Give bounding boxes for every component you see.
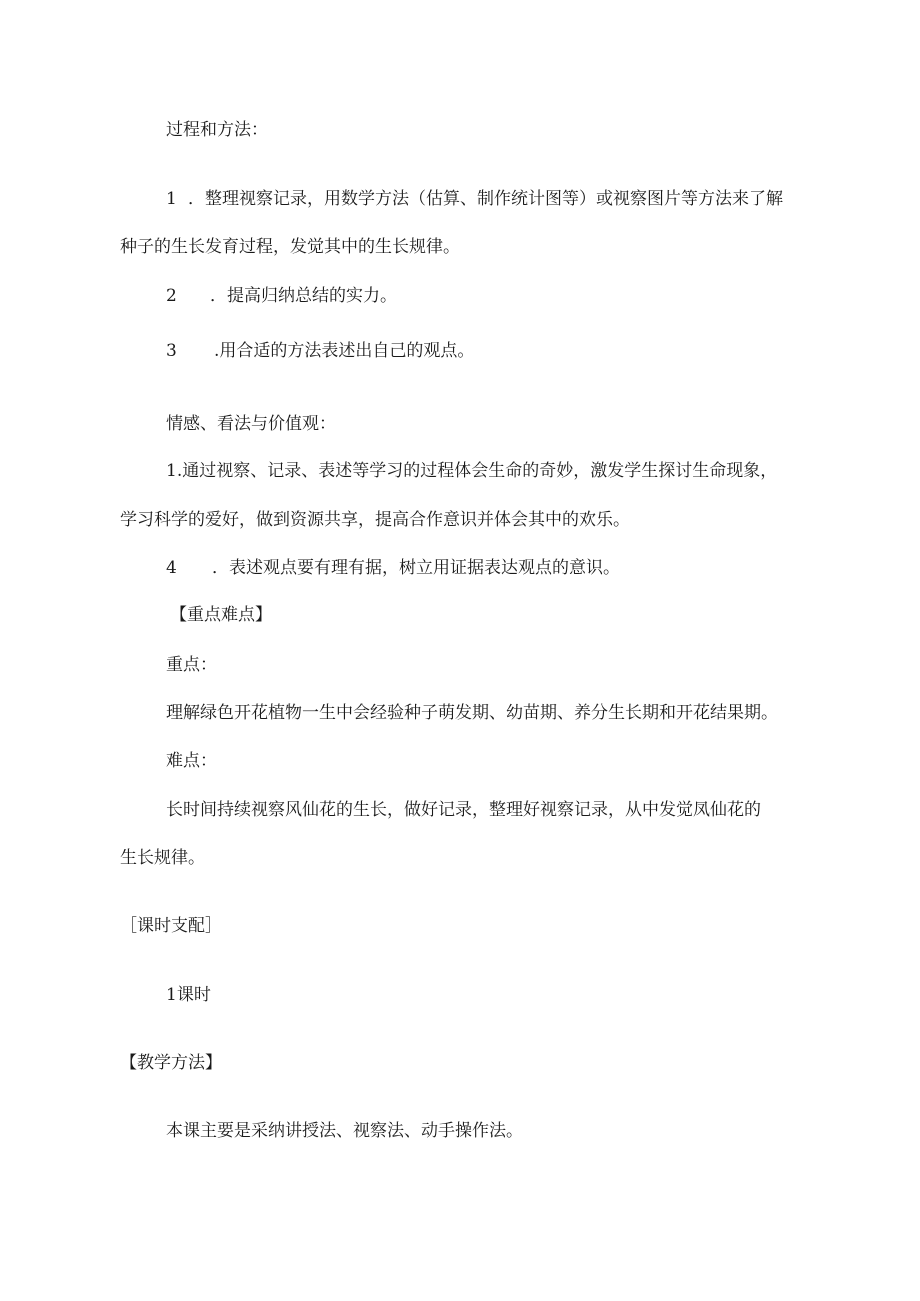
key-point-label: 重点： [166, 655, 217, 675]
teaching-method-heading: 【教学方法】 [120, 1053, 222, 1073]
emotion-values-heading: 情感、看法与价值观： [166, 414, 336, 434]
process-item-2-number: 2 [166, 286, 177, 306]
emotion-item-1-line-2: 学习科学的爱好，做到资源共享，提高合作意识并体会其中的欢乐。 [120, 510, 630, 530]
emotion-item-1-line-1: 1.通过视察、记录、表述等学习的过程体会生命的奇妙，激发学生探讨生命现象， [166, 461, 778, 481]
key-points-heading: 【重点难点】 [170, 605, 272, 625]
emotion-item-4 [166, 556, 620, 580]
process-item-1-number: 1 [166, 189, 177, 209]
process-item-1-line-1 [166, 187, 783, 211]
emotion-item-4-number: 4 [166, 558, 177, 578]
process-item-3-text: .用合适的方法表述出自己的观点。 [214, 341, 475, 361]
key-point-text: 理解绿色开花植物一生中会经验种子萌发期、幼苗期、养分生长期和开花结果期。 [166, 703, 778, 723]
emotion-item-4-text: ．表述观点要有理有据，树立用证据表达观点的意识。 [212, 558, 620, 578]
process-item-1-line-2: 种子的生长发育过程，发觉其中的生长规律。 [120, 237, 460, 257]
process-item-3 [166, 339, 474, 363]
difficult-point-line-2: 生长规律。 [120, 848, 205, 868]
teaching-method-text: 本课主要是采纳讲授法、视察法、动手操作法。 [166, 1121, 523, 1141]
process-item-2-text: ．提高归纳总结的实力。 [210, 286, 397, 306]
schedule-heading: ［课时支配］ [120, 916, 222, 936]
process-item-3-number: 3 [166, 341, 177, 361]
process-item-2 [166, 284, 397, 308]
difficult-point-label: 难点： [166, 751, 217, 771]
process-methods-heading: 过程和方法： [166, 120, 268, 140]
difficult-point-line-1: 长时间持续视察风仙花的生长，做好记录，整理好视察记录，从中发觉凤仙花的 [166, 800, 761, 820]
process-item-1-text: ．整理视察记录，用数学方法（估算、制作统计图等）或视察图片等方法来了解 [188, 189, 783, 209]
schedule-value: 1课时 [166, 985, 211, 1005]
